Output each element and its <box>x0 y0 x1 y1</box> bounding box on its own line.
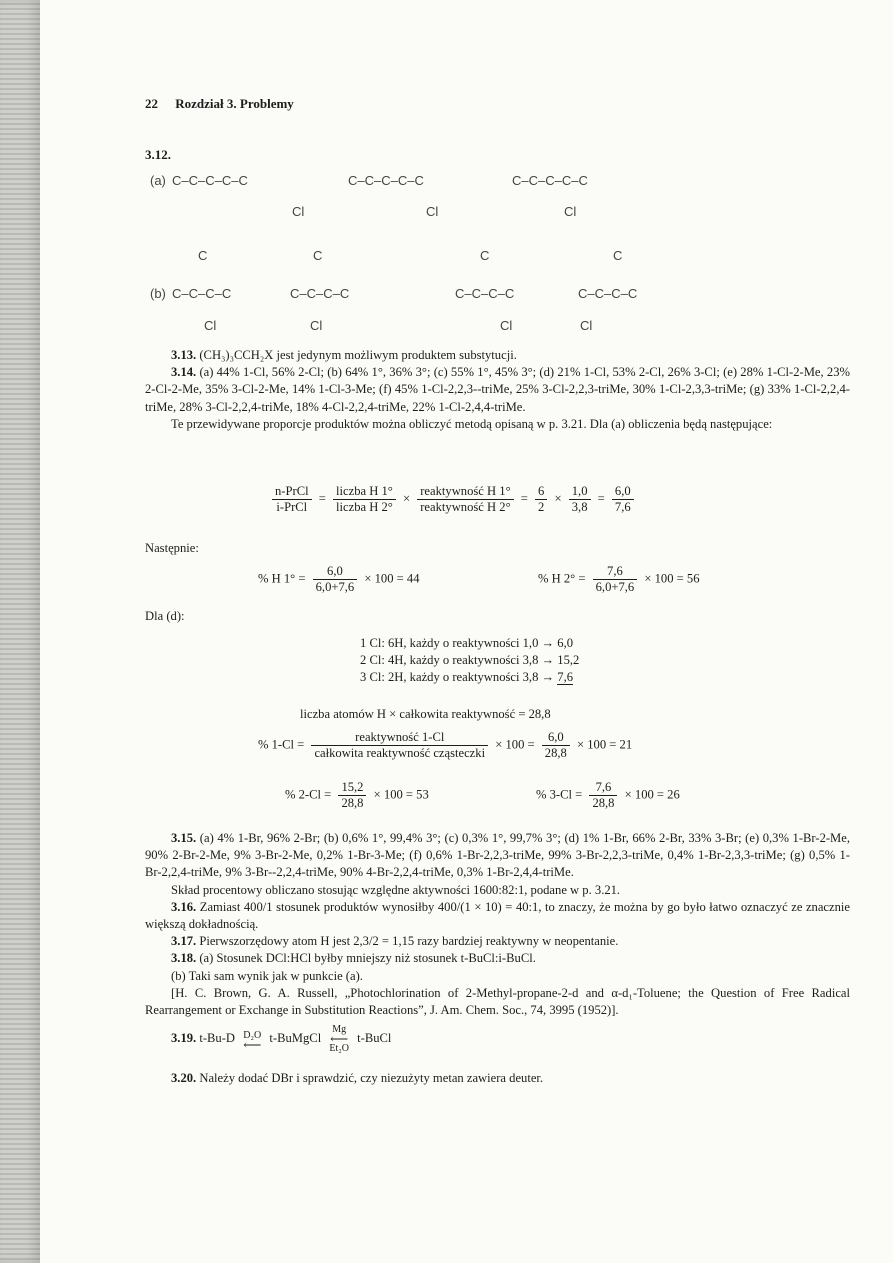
problem-3-15-text: (a) 4% 1-Br, 96% 2-Br; (b) 0,6% 1°, 99,4% 3°; (c) 0,3% 1°, 99,7% 3°; (d) 1% 1-Br, 66% 2-Br, 33% 3-Br; (e) 0,3% 1-Br-2-Me, 90% 2-Br-2-Me, 9% 3-Br-2-Me, 0,2% 1-Br-3-Me; (f) 0,6% 1-Br-2,2,3-triMe, 99% 3-Br-2,2,3-triMe, 0,4% 1-Br-2,3,3-triMe; (g) 0,5% 1-Br-2,2,4-triMe, 9% 3-Br--2,2,4-triMe, 90% 4-Br-2,2,4-triMe, 0,3% 1-Br-2,4,4-triMe. <box>145 831 850 880</box>
structure-b2-top-c: C <box>313 248 323 263</box>
percent-h1-num: 6,0 <box>327 564 343 578</box>
percent-1cl-lhs: % 1-Cl = <box>258 737 305 752</box>
equals-sign: = <box>520 491 528 506</box>
percent-3cl-equation <box>536 780 680 811</box>
d-line-3 <box>360 669 579 686</box>
problem-3-14-number: 3.14. <box>171 365 197 380</box>
structure-b2-cl: Cl <box>310 318 323 333</box>
ratio-f2-num: reaktywność H 1° <box>420 484 511 498</box>
structure-b2-chain: C–C–C–C <box>290 286 350 301</box>
d-total-line: liczba atomów H × całkowita reaktywność = 28,8 <box>300 707 551 721</box>
structure-a1-cl: Cl <box>292 204 305 219</box>
problem-3-13-number: 3.13. <box>171 348 197 362</box>
page-header <box>145 96 294 112</box>
d-line-2: 2 Cl: 4H, każdy o reaktywności 3,8 → 15,2 <box>360 653 580 667</box>
problem-3-18-a: (a) Stosunek DCl:HCl byłby mniejszy niż stosunek t-BuCl:i-BuCl. <box>199 951 536 966</box>
problem-3-15-note: Skład procentowy obliczano stosując względne aktywności 1600:82:1, podane w p. 3.21. <box>171 882 621 897</box>
structure-b3-cl: Cl <box>500 318 513 333</box>
percent-1cl-num2: 6,0 <box>547 730 564 744</box>
percent-h1-den: 6,0+7,6 <box>313 579 358 595</box>
d-line-1: 1 Cl: 6H, każdy o reaktywności 1,0 → 6,0 <box>360 636 574 650</box>
percent-3cl-tail: × 100 = 26 <box>624 787 680 802</box>
ratio-f2 <box>417 484 513 515</box>
structure-b1-cl: Cl <box>204 318 217 333</box>
problem-3-20 <box>145 1070 850 1087</box>
percent-h1-frac <box>313 564 358 595</box>
percent-1cl-equation <box>258 730 632 761</box>
problem-3-18 <box>145 950 850 967</box>
percent-2cl-den: 28,8 <box>338 795 366 811</box>
problem-3-13 <box>145 347 850 364</box>
problem-3-14-text: (a) 44% 1-Cl, 56% 2-Cl; (b) 64% 1°, 36% 3°; (c) 55% 1°, 45% 3°; (d) 21% 1-Cl, 53% 2-Cl, 26% 3-Cl; (e) 28% 1-Cl-2-Me, 23% 2-Cl-2-Me, 35% 3-Cl-2-Me, 14% 1-Cl-3-Me; (f) 45% 1-Cl-2,2,3--triMe, 25% 3-Cl-2,2,3-triMe, 30% 1-Cl-2,3,3-triMe; (g) 33% 1-Cl-2,2,4-triMe, 28% 3-Cl-2,2,4-triMe, 18% 4-Cl-2,2,4-triMe, 22% 1-Cl-2,4,4-triMe. <box>145 365 850 414</box>
percent-h2-tail: × 100 = 56 <box>644 571 700 586</box>
ratio-f1 <box>333 484 396 515</box>
book-binding-edge <box>0 0 40 1263</box>
structure-b1-top-c: C <box>198 248 208 263</box>
structure-a2-chain: C–C–C–C–C <box>348 173 424 188</box>
ratio-f3 <box>535 484 547 515</box>
ratio-result-den: 7,6 <box>612 499 634 515</box>
percent-1cl-frac <box>311 730 488 761</box>
problem-3-18-b: (b) Taki sam wynik jak w punkcie (a). <box>171 968 363 983</box>
problem-3-19 <box>171 1024 391 1054</box>
percent-1cl-den: całkowita reaktywność cząsteczki <box>311 745 488 761</box>
ratio-f4-num: 1,0 <box>571 484 588 498</box>
ratio-f1-den: liczba H 2° <box>333 499 396 515</box>
percent-3cl-lhs: % 3-Cl = <box>536 787 583 802</box>
ratio-f2-den: reaktywność H 2° <box>417 499 513 515</box>
percent-1cl-frac2 <box>542 730 570 761</box>
problem-3-15 <box>145 830 850 882</box>
structure-b4-cl: Cl <box>580 318 593 333</box>
problem-3-17-number: 3.17. <box>171 934 197 949</box>
arrow-left-icon-1: ⟵ <box>243 1037 262 1052</box>
percent-1cl-mid: × 100 = <box>495 737 535 752</box>
ratio-lhs-num: n-PrCl <box>275 484 309 498</box>
percent-2cl-tail: × 100 = 53 <box>373 787 429 802</box>
equals-sign: = <box>318 491 326 506</box>
arrow-mg-solvent: Et₂O <box>329 1043 349 1054</box>
percent-3cl-num: 7,6 <box>595 780 612 794</box>
d-line-3-value: 7,6 <box>557 670 574 684</box>
arrow-d2o <box>240 1029 264 1052</box>
next-label: Następnie: <box>145 541 199 555</box>
structure-b-label: (b) <box>150 286 166 301</box>
percent-h1-tail: × 100 = 44 <box>364 571 420 586</box>
problem-3-16-text: Zamiast 400/1 stosunek produktów wynosiłby 400/(1 × 10) = 40:1, to znaczy, że można by go było łatwo oznaczyć ze znacznie większą dokładnością. <box>145 899 851 932</box>
problem-3-16-number: 3.16. <box>171 899 197 914</box>
problem-3-17-text: Pierwszorzędowy atom H jest 2,3/2 = 1,15 razy bardziej reaktywny w neopentanie. <box>199 934 619 949</box>
percent-h1-equation <box>258 564 420 595</box>
structure-a-label: (a) <box>150 173 166 188</box>
percent-1cl-den2: 28,8 <box>542 745 570 761</box>
ratio-lhs-den: i-PrCl <box>272 499 312 515</box>
structure-b4-chain: C–C–C–C <box>578 286 638 301</box>
d-reactivity-list <box>360 635 579 686</box>
structure-b3-chain: C–C–C–C <box>455 286 515 301</box>
percent-1cl-tail: × 100 = 21 <box>577 737 633 752</box>
ratio-f3-den: 2 <box>535 499 547 515</box>
percent-1cl-num: reaktywność 1-Cl <box>355 730 445 744</box>
problem-3-18-number: 3.18. <box>171 951 197 966</box>
d-label: Dla (d): <box>145 609 185 623</box>
problem-3-17 <box>145 933 850 950</box>
ratio-result-num: 6,0 <box>614 484 631 498</box>
reagent-tbucl: t-BuCl <box>357 1030 392 1045</box>
structure-b1-chain: C–C–C–C <box>172 286 232 301</box>
times-sign: × <box>554 491 562 506</box>
percent-2cl-frac <box>338 780 366 811</box>
reagent-tbumgcl: t-BuMgCl <box>269 1030 322 1045</box>
chapter-title: Rozdział 3. Problemy <box>175 96 294 111</box>
product-tbu-d: t-Bu-D <box>199 1030 236 1045</box>
problem-3-16 <box>145 899 850 933</box>
problem-3-14 <box>145 364 850 416</box>
percent-2cl-equation <box>285 780 429 811</box>
percent-h2-lhs: % H 2° = <box>538 571 586 586</box>
percent-h2-den: 6,0+7,6 <box>593 579 638 595</box>
problem-3-13-text: (CH₃)₃CCH₂X jest jedynym możliwym produktem substytucji. <box>199 348 517 362</box>
percent-3cl-den: 28,8 <box>589 795 617 811</box>
structure-b4-top-c: C <box>613 248 623 263</box>
structure-a1-chain: C–C–C–C–C <box>172 173 248 188</box>
page-number: 22 <box>145 96 158 111</box>
problem-3-20-number: 3.20. <box>171 1071 197 1085</box>
ratio-lhs <box>272 484 312 515</box>
problems-3-15-3-18 <box>145 830 850 1019</box>
d-line-3-text: 3 Cl: 2H, każdy o reaktywności 3,8 → <box>360 670 558 684</box>
equals-sign: = <box>597 491 605 506</box>
ratio-f4 <box>569 484 591 515</box>
percent-h1-lhs: % H 1° = <box>258 571 306 586</box>
problem-3-12-number: 3.12. <box>145 147 171 162</box>
structure-b3-top-c: C <box>480 248 490 263</box>
percent-2cl-num: 15,2 <box>341 780 364 794</box>
problem-3-14-intro: Te przewidywane proporcje produktów można obliczyć metodą opisaną w p. 3.21. Dla (a) obliczenia będą następujące: <box>171 416 773 431</box>
percent-3cl-frac <box>589 780 617 811</box>
structure-a2-cl: Cl <box>426 204 439 219</box>
problem-3-20-block <box>145 1070 850 1087</box>
problem-3-19-number: 3.19. <box>171 1030 197 1045</box>
ratio-equation <box>268 484 638 515</box>
problem-3-18-reference: [H. C. Brown, G. A. Russell, „Photochlorination of 2-Methyl-propane-2-d and α-d₁-Toluene; the Question of Free Radical Rearrangement or Exchange in Substitution Reactions”, J. Am. Chem. Soc., 74, 3995 (1952)]. <box>145 985 850 1018</box>
percent-h2-num: 7,6 <box>607 564 623 578</box>
arrow-left-icon-2: ⟵ <box>330 1032 349 1046</box>
arrow-mg-label: Mg <box>332 1024 347 1035</box>
percent-2cl-lhs: % 2-Cl = <box>285 787 332 802</box>
ratio-f3-num: 6 <box>538 484 545 498</box>
problem-3-15-number: 3.15. <box>171 831 197 845</box>
structure-a3-chain: C–C–C–C–C <box>512 173 588 188</box>
ratio-f1-num: liczba H 1° <box>336 484 393 498</box>
arrow-mg <box>326 1024 352 1054</box>
percent-h2-equation <box>538 564 700 595</box>
problems-3-13-3-14 <box>145 347 850 433</box>
problem-3-20-text: Należy dodać DBr i sprawdzić, czy niezużyty metan zawiera deuter. <box>199 1071 544 1085</box>
times-sign: × <box>402 491 411 506</box>
arrow-d2o-label: D₂O <box>243 1029 262 1041</box>
ratio-f4-den: 3,8 <box>569 499 591 515</box>
ratio-result <box>612 484 634 515</box>
percent-h2-frac <box>593 564 638 595</box>
structure-a3-cl: Cl <box>564 204 577 219</box>
